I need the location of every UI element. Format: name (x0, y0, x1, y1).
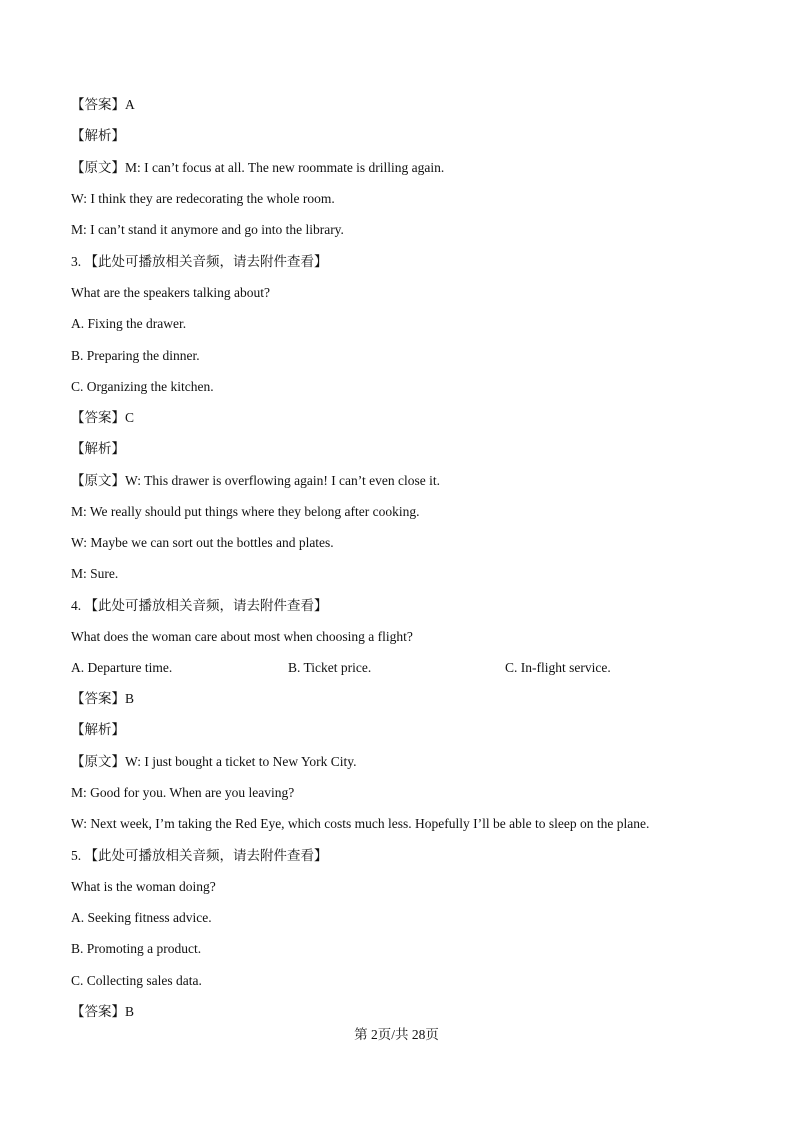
transcript-line: 【原文】M: I can’t focus at all. The new roommate is drilling again. (71, 160, 445, 175)
transcript-line: M: Good for you. When are you leaving? (71, 785, 295, 800)
transcript-line: 【原文】W: This drawer is overflowing again! I can’t even close it. (71, 473, 441, 488)
option: A. Seeking fitness advice. (71, 910, 212, 925)
option: A. Fixing the drawer. (71, 316, 187, 331)
transcript-line: M: Sure. (71, 566, 119, 581)
transcript-line: M: I can’t stand it anymore and go into the library. (71, 222, 344, 237)
answer-label: 【答案】A (71, 97, 135, 112)
transcript-line: M: We really should put things where they belong after cooking. (71, 504, 420, 519)
option: B. Preparing the dinner. (71, 348, 200, 363)
answer-label: 【答案】B (71, 691, 135, 706)
option: A. Departure time. (71, 660, 173, 675)
answer-label: 【答案】B (71, 1004, 135, 1019)
analysis-label: 【解析】 (71, 128, 125, 143)
analysis-label: 【解析】 (71, 722, 125, 737)
transcript-line: W: Maybe we can sort out the bottles and plates. (71, 535, 334, 550)
question-text: What are the speakers talking about? (71, 285, 271, 300)
analysis-label: 【解析】 (71, 441, 125, 456)
transcript-line: W: Next week, I’m taking the Red Eye, which costs much less. Hopefully I’ll be able to sleep on the plane. (71, 816, 650, 831)
option: C. Collecting sales data. (71, 973, 202, 988)
answer-label: 【答案】C (71, 410, 135, 425)
option: C. Organizing the kitchen. (71, 379, 214, 394)
question-number: 5. 【此处可播放相关音频，请去附件查看】 (71, 848, 328, 863)
option: B. Promoting a product. (71, 941, 202, 956)
page-number-footer: 第 2页/共 28页 (354, 1027, 439, 1042)
question-number: 4. 【此处可播放相关音频，请去附件查看】 (71, 598, 328, 613)
option: B. Ticket price. (288, 660, 372, 675)
option: C. In-flight service. (505, 660, 611, 675)
question-number: 3. 【此处可播放相关音频，请去附件查看】 (71, 254, 328, 269)
question-text: What is the woman doing? (71, 879, 216, 894)
transcript-line: W: I think they are redecorating the whole room. (71, 191, 335, 206)
question-text: What does the woman care about most when choosing a flight? (71, 629, 413, 644)
transcript-line: 【原文】W: I just bought a ticket to New York City. (71, 754, 357, 769)
